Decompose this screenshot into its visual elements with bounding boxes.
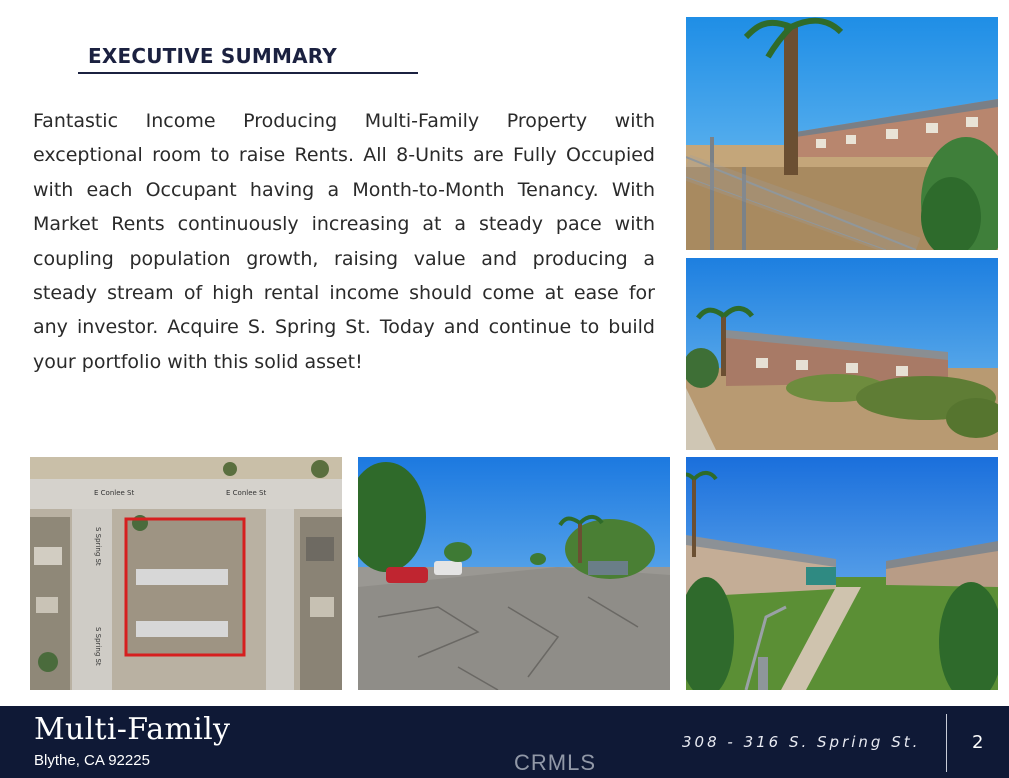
watermark-text: CRMLS — [514, 750, 597, 775]
courtyard-walkway-photo — [686, 457, 998, 690]
page-number: 2 — [972, 732, 984, 753]
palm-tree-fence-photo — [686, 17, 998, 250]
footer-title: Multi-Family — [34, 712, 231, 747]
map-street-label: E Conlee St — [226, 489, 267, 497]
footer-divider — [946, 714, 947, 772]
footer-address: 308 - 316 S. Spring St. — [682, 733, 921, 751]
section-heading: EXECUTIVE SUMMARY — [88, 44, 337, 68]
street-photo — [358, 457, 670, 690]
heading-underline — [78, 72, 418, 74]
aerial-map-photo — [30, 457, 342, 690]
footer-location: Blythe, CA 92225 — [34, 752, 150, 769]
building-dry-lot-photo — [686, 258, 998, 450]
map-street-label: S Spring St — [94, 527, 102, 566]
map-street-label: S Spring St — [94, 627, 102, 666]
map-street-label: E Conlee St — [94, 489, 135, 497]
summary-paragraph: Fantastic Income Producing Multi-Family Property with exceptional room to raise Rents. All 8-Units are Fully Occupied with each Occupant having a Month-to-Month Tenancy. With Market Rents continuously increasing at a steady pace with coupling population growth, raising value and producing a steady stream of high rental income should come at ease for any investor. Acquire S. Spring St. Today and continue to build your portfolio with this solid asset! — [33, 110, 655, 373]
